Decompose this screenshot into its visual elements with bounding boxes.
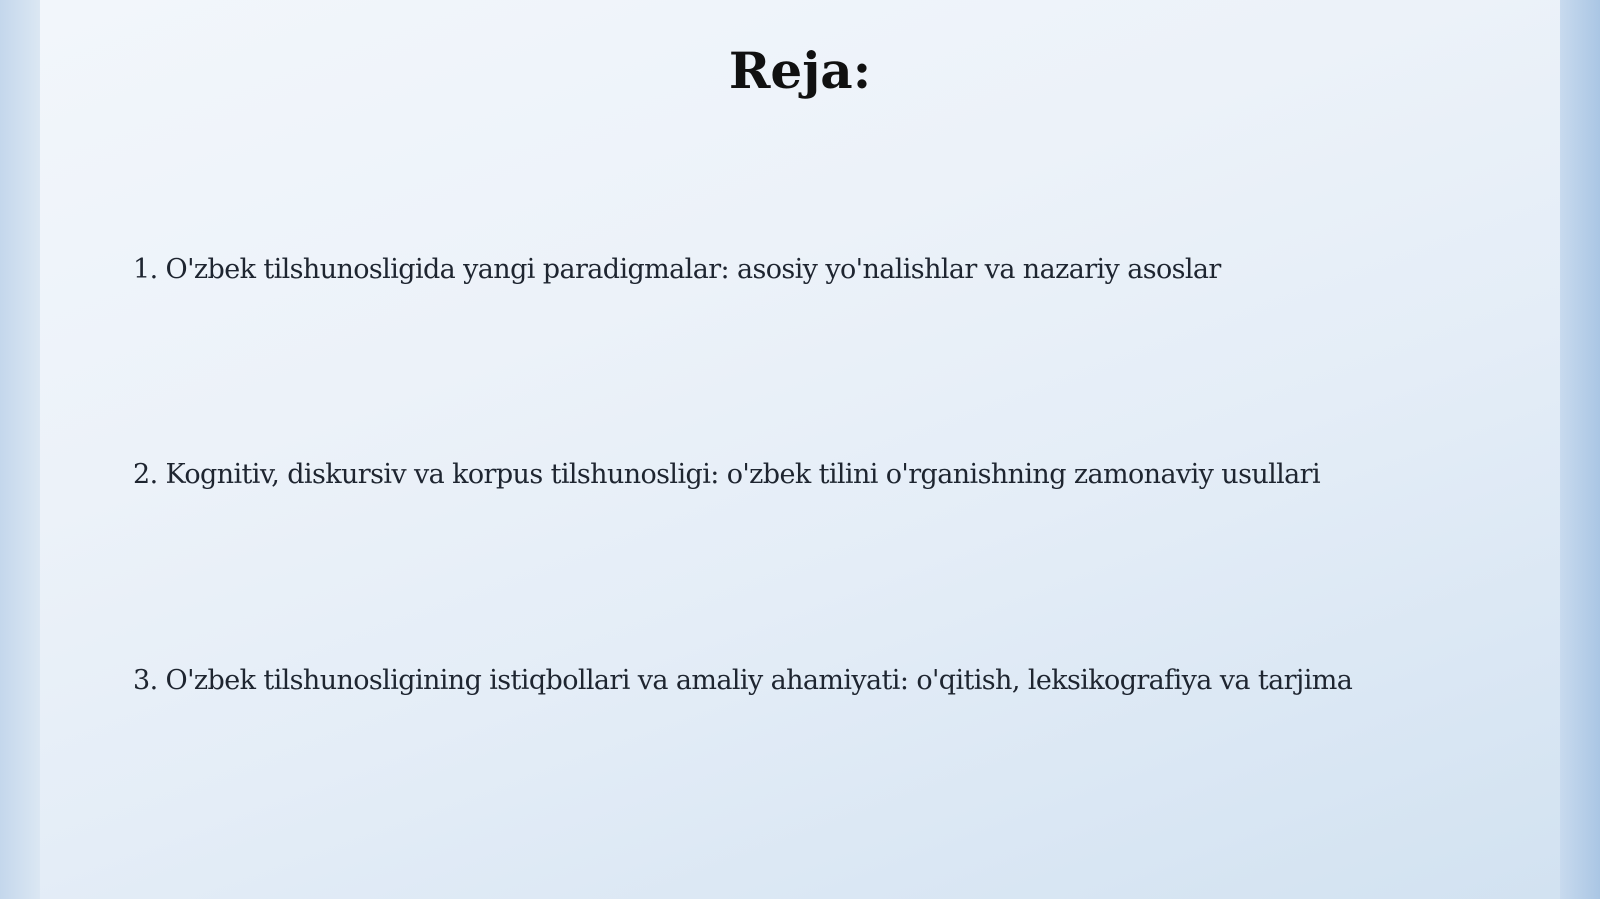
plan-item-2: 2. Kognitiv, diskursiv va korpus tilshunosligi: o'zbek tilini o'rganishning zamonaviy usullari [133, 459, 1321, 490]
presentation-slide [40, 0, 1560, 899]
slide-title: Reja: [728, 41, 872, 100]
right-margin-band [1560, 0, 1600, 899]
plan-item-1: 1. O'zbek tilshunosligida yangi paradigmalar: asosiy yo'nalishlar va nazariy asoslar [133, 254, 1221, 285]
left-margin-band [0, 0, 40, 899]
plan-item-3: 3. O'zbek tilshunosligining istiqbollari va amaliy ahamiyati: o'qitish, leksikografiya va tarjima [133, 665, 1353, 696]
